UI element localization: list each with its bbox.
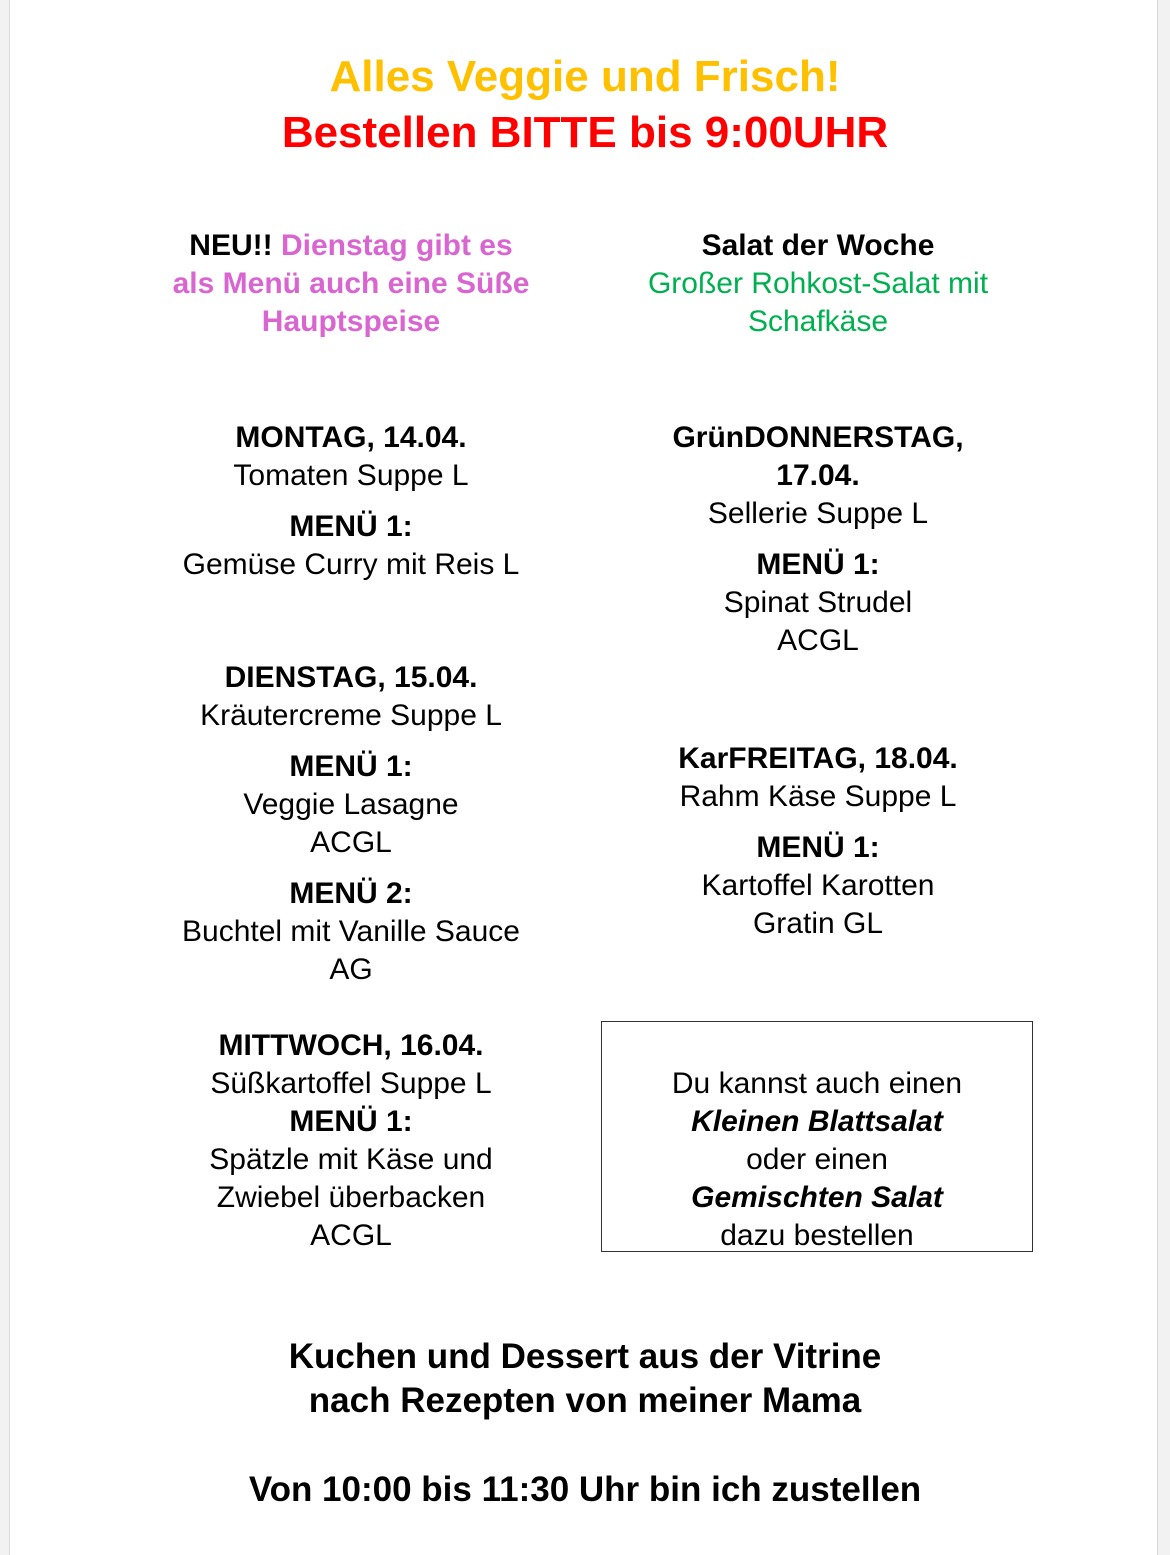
salad-of-week (610, 227, 1026, 341)
soup: Tomaten Suppe L (233, 459, 469, 492)
day-heading: MITTWOCH, 16.04. (218, 1029, 484, 1062)
side-salad-box (601, 1021, 1033, 1252)
neu-text-3: Hauptspeise (261, 305, 441, 338)
day-dienstag (150, 659, 552, 989)
box-line-5: dazu bestellen (720, 1219, 914, 1252)
menu-1-label: MENÜ 1: (756, 831, 880, 864)
day-heading: MONTAG, 14.04. (235, 421, 467, 454)
salad-title: Salat der Woche (701, 229, 935, 262)
soup: Sellerie Suppe L (707, 497, 929, 530)
menu-2-label: MENÜ 2: (289, 877, 413, 910)
day-freitag (610, 740, 1026, 943)
box-line-4: Gemischten Salat (691, 1181, 943, 1214)
day-mittwoch (150, 1027, 552, 1255)
footer-dessert-2: nach Rezepten von meiner Mama (308, 1381, 862, 1420)
soup: Kräutercreme Suppe L (200, 699, 502, 732)
soup: Rahm Käse Suppe L (679, 780, 957, 813)
neu-prefix: NEU!! (189, 229, 273, 262)
menu-1-label: MENÜ 1: (756, 548, 880, 581)
day-donnerstag (610, 419, 1026, 660)
menu-1-label: MENÜ 1: (289, 750, 413, 783)
salad-line-1: Großer Rohkost-Salat mit (647, 267, 989, 300)
day-heading-2: 17.04. (776, 459, 860, 492)
menu-1-dish: Spinat Strudel (723, 586, 913, 619)
menu-1-dish-line-1: Kartoffel Karotten (701, 869, 935, 902)
day-heading: DIENSTAG, 15.04. (224, 661, 478, 694)
headline-veggie: Alles Veggie und Frisch! (329, 52, 841, 101)
box-line-3: oder einen (746, 1143, 888, 1176)
day-heading-1: GrünDONNERSTAG, (672, 421, 964, 454)
box-line-1: Du kannst auch einen (671, 1067, 963, 1100)
menu-2-allergens: AG (329, 953, 373, 986)
neu-text-2: als Menü auch eine Süße (172, 267, 530, 300)
box-line-2: Kleinen Blattsalat (691, 1105, 943, 1138)
neu-text-1: Dienstag gibt es (280, 229, 513, 262)
menu-1-label: MENÜ 1: (289, 1105, 413, 1138)
page-edge-left (0, 0, 10, 1555)
page-edge-right (1157, 0, 1170, 1555)
footer-dessert-1: Kuchen und Dessert aus der Vitrine (288, 1337, 882, 1376)
menu-1-dish-line-2: Zwiebel überbacken (216, 1181, 486, 1214)
day-heading: KarFREITAG, 18.04. (678, 742, 958, 775)
menu-1-allergens: ACGL (777, 624, 859, 657)
soup: Süßkartoffel Suppe L (210, 1067, 492, 1100)
headline-order-deadline: Bestellen BITTE bis 9:00UHR (281, 108, 889, 157)
menu-1-dish: Gemüse Curry mit Reis L (182, 548, 520, 581)
footer-delivery-time: Von 10:00 bis 11:30 Uhr bin ich zustellen (248, 1470, 922, 1509)
menu-1-allergens: ACGL (310, 826, 392, 859)
menu-1-label: MENÜ 1: (289, 510, 413, 543)
day-montag (150, 419, 552, 584)
menu-1-dish-line-2: Gratin GL (752, 907, 884, 940)
neu-notice (150, 227, 552, 341)
menu-1-dish: Veggie Lasagne (243, 788, 459, 821)
salad-line-2: Schafkäse (747, 305, 889, 338)
menu-2-dish: Buchtel mit Vanille Sauce (182, 915, 520, 948)
menu-1-allergens: ACGL (310, 1219, 392, 1252)
menu-1-dish-line-1: Spätzle mit Käse und (209, 1143, 493, 1176)
